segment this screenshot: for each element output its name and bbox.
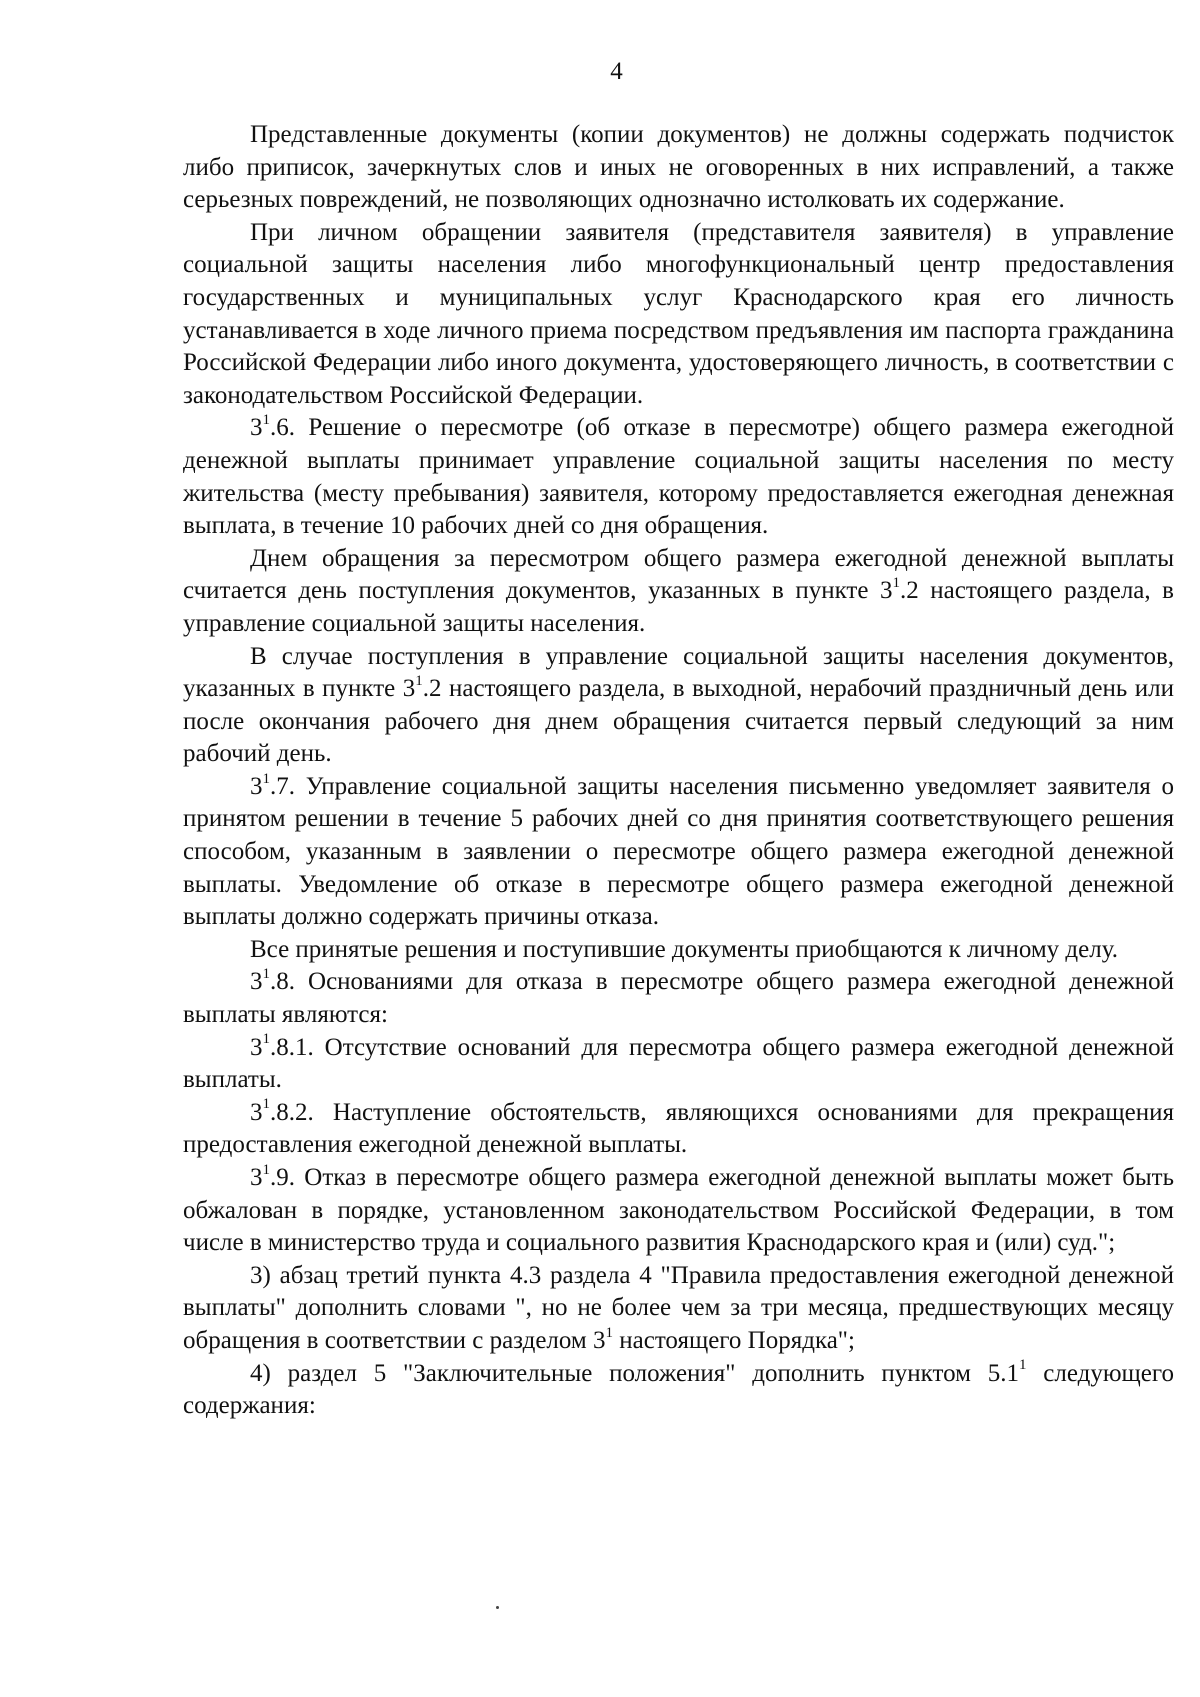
text-segment: настоящего Порядка";	[613, 1326, 855, 1354]
superscript: 1	[1018, 1357, 1027, 1374]
scan-speck	[496, 1606, 499, 1609]
paragraph-holiday-receipt	[183, 641, 1174, 771]
paragraph-3-1-6	[183, 412, 1174, 542]
text-segment: .2 настоящего раздела, в управление социальной защиты населения.	[183, 577, 1174, 637]
text-segment: 3	[250, 414, 263, 442]
paragraph-item-4	[183, 1358, 1174, 1423]
superscript: 1	[262, 1031, 270, 1048]
paragraph-3-1-8	[183, 966, 1174, 1031]
text-segment: .8. Основаниями для отказа в пересмотре общего размера ежегодной денежной выплаты являются:	[183, 968, 1174, 1029]
superscript: 1	[262, 770, 270, 787]
superscript: 1	[262, 1096, 270, 1113]
text-segment: .8.1. Отсутствие оснований для пересмотра общего размера ежегодной денежной выплаты.	[183, 1033, 1174, 1094]
paragraph-personal-appeal: При личном обращении заявителя (представителя заявителя) в управление социальной защиты населения либо многофункциональный центр предоставления государственных и муниципальных услуг Краснодарского края его личность устанавливается в ходе личного приема посредством предъявления им паспорта гражданина Российской Федерации либо иного документа, удостоверяющего личность, в соответствии с законодательством Российской Федерации.	[183, 218, 1174, 409]
text-segment: 3) абзац третий пункта 4.3 раздела 4 "Правила предоставления ежегодной денежной выплаты" дополнить словами ", но не более чем за три месяца, предшествующих месяцу обращения в соответствии с разделом 3	[183, 1261, 1174, 1354]
superscript: 1	[262, 966, 270, 983]
paragraph-item-3	[183, 1260, 1174, 1358]
text-segment: .2 настоящего раздела, в выходной, нерабочий праздничный день или после окончания рабочего дня днем обращения считается первый следующий за ним рабочий день.	[183, 675, 1174, 768]
text-segment: Днем обращения за пересмотром общего размера ежегодной денежной выплаты считается день поступления документов, указанных в пункте 3	[183, 544, 1174, 605]
superscript: 1	[262, 1161, 270, 1178]
text-segment: В случае поступления в управление социальной защиты населения документов, указанных в пункте 3	[183, 642, 1174, 703]
text-segment: .7. Управление социальной защиты населения письменно уведомляет заявителя о принятом решении в течение 5 рабочих дней со дня принятия соответствующего решения способом, указанным в заявлении о пересмотре общего размера ежегодной денежной выплаты. Уведомление об отказе в пересмотре общего размера ежегодной денежной выплаты должно содержать причины отказа.	[183, 772, 1174, 931]
text-segment: 3	[250, 1033, 263, 1061]
page-number: 4	[610, 58, 623, 85]
paragraph-appeal-day	[183, 543, 1174, 641]
paragraph-3-1-7	[183, 771, 1174, 934]
superscript: 1	[605, 1324, 613, 1341]
text-segment: .9. Отказ в пересмотре общего размера ежегодной денежной выплаты может быть обжалован в порядке, установленном законодательством Российской Федерации, в том числе в министерство труда и социального развития Краснодарского края и (или) суд.";	[183, 1164, 1174, 1257]
superscript: 1	[262, 412, 270, 429]
text-segment: .8.2. Наступление обстоятельств, являющихся основаниями для прекращения предоставления ежегодной денежной выплаты.	[183, 1098, 1174, 1159]
paragraph-3-1-8-2	[183, 1097, 1174, 1162]
text-segment: 3	[250, 772, 263, 800]
superscript: 1	[892, 574, 900, 591]
superscript: 1	[415, 672, 423, 689]
text-segment: 3	[250, 1164, 263, 1191]
text-segment: .6. Решение о пересмотре (об отказе в пересмотре) общего размера ежегодной денежной выплаты принимает управление социальной защиты населения по месту жительства (месту пребывания) заявителя, которому предоставляется ежегодная денежная выплата, в течение 10 рабочих дней со дня обращения.	[183, 414, 1174, 540]
paragraph-3-1-8-1	[183, 1032, 1174, 1097]
paragraph-documents-requirements: Представленные документы (копии документов) не должны содержать подчисток либо приписок, зачеркнутых слов и иных не оговоренных в них исправлений, а также серьезных повреждений, не позволяющих однозначно истолковать их содержание.	[183, 121, 1174, 214]
document-body	[183, 119, 1174, 1423]
text-segment: 4) раздел 5 "Заключительные положения" дополнить пунктом 5.1	[250, 1359, 1019, 1387]
paragraph-3-1-9	[183, 1162, 1174, 1260]
text-segment: 3	[250, 968, 263, 996]
text-segment: 3	[250, 1098, 263, 1126]
text-segment: следующего содержания:	[183, 1359, 1174, 1420]
paragraph-personal-file: Все принятые решения и поступившие документы приобщаются к личному делу.	[250, 935, 1118, 963]
